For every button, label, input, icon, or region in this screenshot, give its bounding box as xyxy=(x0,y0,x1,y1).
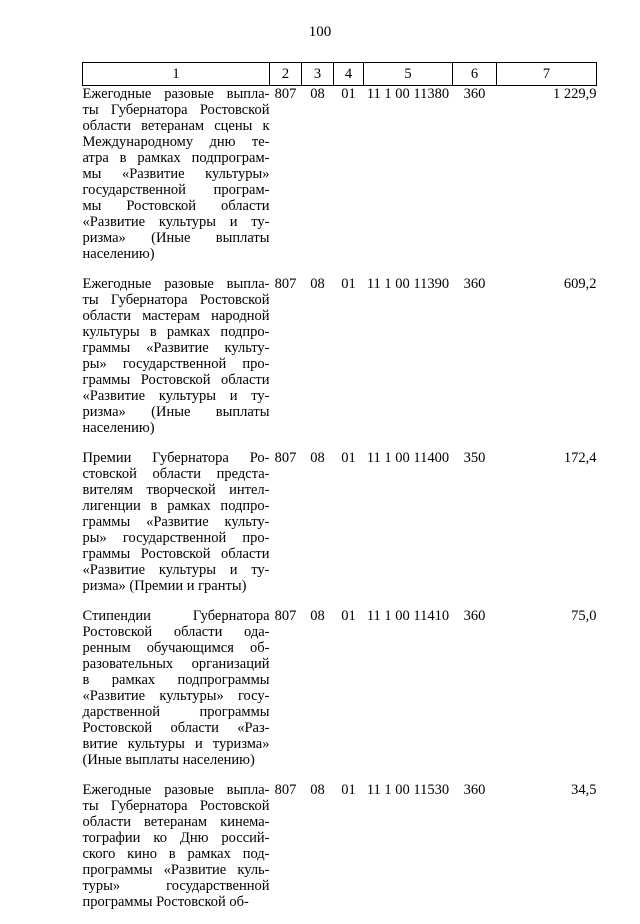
description-line: витие культуры и туризма» xyxy=(82,736,270,752)
description-line: ризма» (Премии и гранты) xyxy=(82,578,247,594)
row-description xyxy=(83,276,270,450)
target-article-code: 11 1 00 11530 xyxy=(366,782,450,798)
description-line: вителям творческой интел- xyxy=(82,482,270,498)
table-row xyxy=(83,86,597,277)
description-line: в рамках подпрограммы xyxy=(82,672,270,688)
ministry-code: 807 xyxy=(274,450,297,466)
description-line: Международному дню те- xyxy=(82,134,270,150)
section-code: 08 xyxy=(310,782,325,798)
description-line: ты Губернатора Ростовской xyxy=(82,292,270,308)
target-article-code: 11 1 00 11380 xyxy=(366,86,450,102)
section-code: 08 xyxy=(310,450,325,466)
description-line: области ветеранам кинема- xyxy=(82,814,270,830)
budget-table xyxy=(82,62,597,924)
expense-type-code: 360 xyxy=(463,86,486,102)
description-line: Ростовской области ода- xyxy=(82,624,270,640)
description-line: ты Губернатора Ростовской xyxy=(82,798,270,814)
column-header: 7 xyxy=(497,63,597,86)
description-line: ризма» (Иные выплаты xyxy=(82,230,270,246)
row-description xyxy=(83,782,270,924)
description-line: граммы «Развитие культу- xyxy=(82,514,270,530)
ministry-code: 807 xyxy=(274,276,297,292)
row-description xyxy=(83,86,270,277)
table-header-row xyxy=(83,63,597,86)
description-line: государственной програм- xyxy=(82,182,270,198)
table-row xyxy=(83,608,597,782)
column-header: 6 xyxy=(453,63,497,86)
description-line: ры» государственной про- xyxy=(82,530,270,546)
description-line: мы «Развитие культуры» xyxy=(82,166,270,182)
subsection-code: 01 xyxy=(341,276,356,292)
subsection-code: 01 xyxy=(341,608,356,624)
description-line: программы Ростовской об- xyxy=(82,894,249,910)
row-description xyxy=(83,450,270,608)
section-code: 08 xyxy=(310,86,325,102)
description-line: «Развитие культуры» госу- xyxy=(82,688,270,704)
description-line: дарственной программы xyxy=(82,704,270,720)
amount-value: 34,5 xyxy=(571,782,597,798)
ministry-code: 807 xyxy=(274,782,297,798)
description-line: ры» государственной про- xyxy=(82,356,270,372)
description-line: ренным обучающимся об- xyxy=(82,640,270,656)
description-line: тографии ко Дню россий- xyxy=(82,830,270,846)
ministry-code: 807 xyxy=(274,86,297,102)
target-article-code: 11 1 00 11390 xyxy=(366,276,450,292)
table-row xyxy=(83,276,597,450)
description-line: туры» государственной xyxy=(82,878,270,894)
subsection-code: 01 xyxy=(341,782,356,798)
section-code: 08 xyxy=(310,276,325,292)
description-line: Ежегодные разовые выпла- xyxy=(82,86,270,102)
amount-value: 1 229,9 xyxy=(553,86,597,102)
description-line: ризма» (Иные выплаты xyxy=(82,404,270,420)
description-line: (Иные выплаты населению) xyxy=(82,752,255,768)
description-line: Премии Губернатора Ро- xyxy=(82,450,270,466)
description-line: граммы Ростовской области xyxy=(82,372,270,388)
description-line: Ежегодные разовые выпла- xyxy=(82,276,270,292)
ministry-code: 807 xyxy=(274,608,297,624)
description-line: области мастерам народной xyxy=(82,308,270,324)
target-article-code: 11 1 00 11400 xyxy=(366,450,450,466)
expense-type-code: 360 xyxy=(463,608,486,624)
description-line: Ростовской области «Раз- xyxy=(82,720,270,736)
description-line: лигенции в рамках подпро- xyxy=(82,498,270,514)
description-line: Ежегодные разовые выпла- xyxy=(82,782,270,798)
description-line: ты Губернатора Ростовской xyxy=(82,102,270,118)
table-row xyxy=(83,450,597,608)
description-line: населению) xyxy=(82,420,155,436)
target-article-code: 11 1 00 11410 xyxy=(366,608,450,624)
subsection-code: 01 xyxy=(341,86,356,102)
column-header: 3 xyxy=(302,63,334,86)
expense-type-code: 360 xyxy=(463,782,486,798)
expense-type-code: 350 xyxy=(463,450,486,466)
page-number: 100 xyxy=(308,24,332,40)
description-line: мы Ростовской области xyxy=(82,198,270,214)
column-header: 2 xyxy=(270,63,302,86)
description-line: области ветеранам сцены к xyxy=(82,118,270,134)
description-line: Стипендии Губернатора xyxy=(82,608,270,624)
amount-value: 609,2 xyxy=(563,276,597,292)
description-line: населению) xyxy=(82,246,155,262)
section-code: 08 xyxy=(310,608,325,624)
column-header: 1 xyxy=(83,63,270,86)
description-line: стовской области предста- xyxy=(82,466,270,482)
description-line: ского кино в рамках под- xyxy=(82,846,270,862)
description-line: граммы Ростовской области xyxy=(82,546,270,562)
description-line: программы «Развитие куль- xyxy=(82,862,270,878)
description-line: атра в рамках подпрограм- xyxy=(82,150,270,166)
subsection-code: 01 xyxy=(341,450,356,466)
expense-type-code: 360 xyxy=(463,276,486,292)
description-line: «Развитие культуры и ту- xyxy=(82,388,270,404)
amount-value: 75,0 xyxy=(571,608,597,624)
row-description xyxy=(83,608,270,782)
table-row xyxy=(83,782,597,924)
description-line: «Развитие культуры и ту- xyxy=(82,214,270,230)
description-line: граммы «Развитие культу- xyxy=(82,340,270,356)
amount-value: 172,4 xyxy=(563,450,597,466)
description-line: культуры в рамках подпро- xyxy=(82,324,270,340)
column-header: 4 xyxy=(334,63,364,86)
description-line: разовательных организаций xyxy=(82,656,270,672)
description-line: «Развитие культуры и ту- xyxy=(82,562,270,578)
column-header: 5 xyxy=(364,63,453,86)
